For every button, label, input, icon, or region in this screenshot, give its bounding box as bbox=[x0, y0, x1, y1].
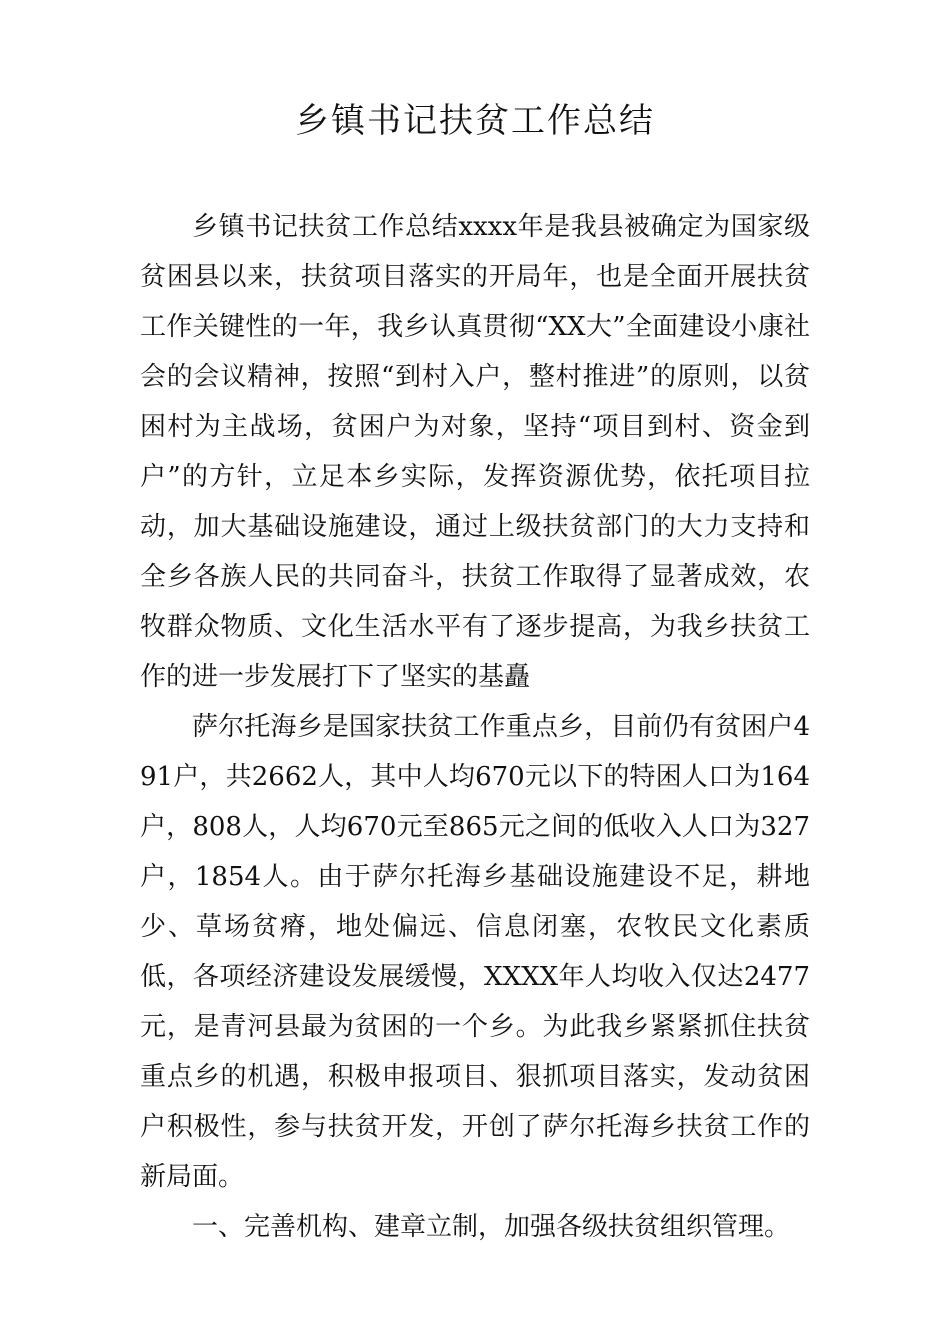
paragraph-township-overview: 萨尔托海乡是国家扶贫工作重点乡，目前仍有贫困户491户，共2662人，其中人均670元以下的特困人口为164户，808人，人均670元至865元之间的低收入人口为327户，1854人。由于萨尔托海乡基础设施建设不足，耕地少、草场贫瘠，地处偏远、信息闭塞，农牧民文化素质低，各项经济建设发展缓慢，XXXX年人均收入仅达2477元，是青河县最为贫困的一个乡。为此我乡紧紧抓住扶贫重点乡的机遇，积极申报项目、狠抓项目落实，发动贫困户积极性，参与扶贫开发，开创了萨尔托海乡扶贫工作的新局面。 bbox=[140, 712, 810, 1192]
section-heading-1: 一、完善机构、建章立制，加强各级扶贫组织管理。 bbox=[192, 1212, 791, 1242]
document-body bbox=[140, 202, 810, 1252]
paragraph-intro: 乡镇书记扶贫工作总结xxxx年是我县被确定为国家级贫困县以来，扶贫项目落实的开局年，也是全面开展扶贫工作关键性的一年，我乡认真贯彻“XX大”全面建设小康社会的会议精神，按照“到村入户，整村推进”的原则，以贫困村为主战场，贫困户为对象，坚持“项目到村、资金到户”的方针，立足本乡实际，发挥资源优势，依托项目拉动，加大基础设施建设，通过上级扶贫部门的大力支持和全乡各族人民的共同奋斗，扶贫工作取得了显著成效，农牧群众物质、文化生活水平有了逐步提高，为我乡扶贫工作的进一步发展打下了坚实的基矗 bbox=[140, 212, 810, 692]
document-title: 乡镇书记扶贫工作总结 bbox=[295, 101, 655, 141]
